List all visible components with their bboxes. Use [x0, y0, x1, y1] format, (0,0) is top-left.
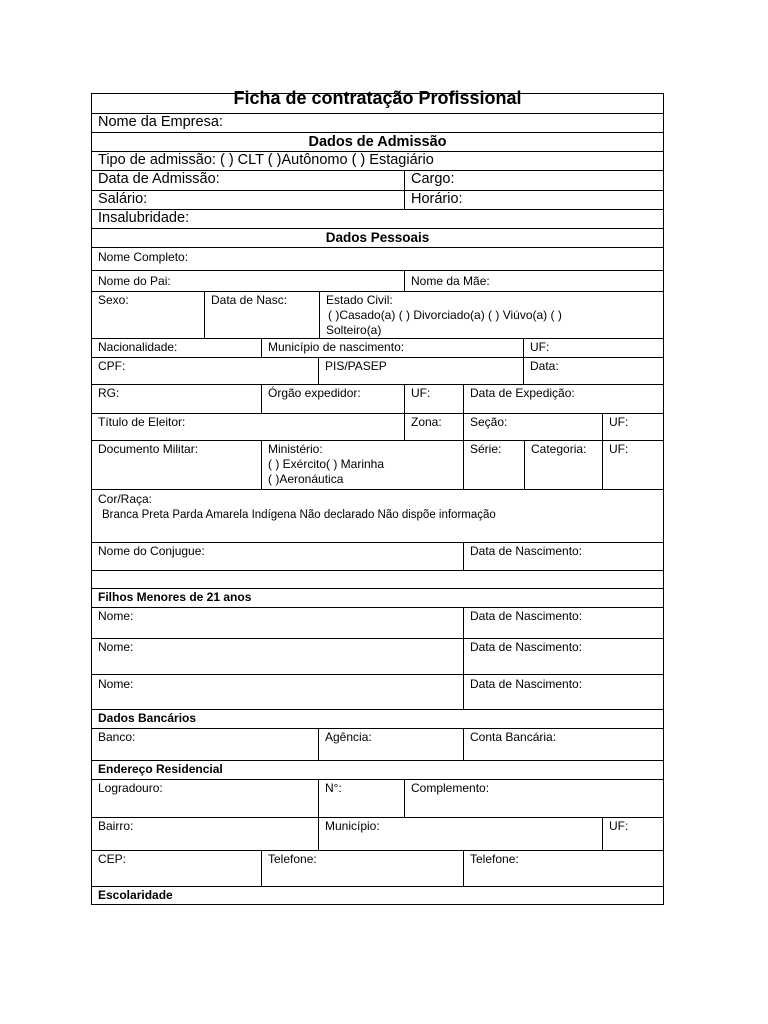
marital-status-cell [320, 292, 663, 338]
child-name-field[interactable]: Nome: [98, 609, 134, 623]
pis-field[interactable]: PIS/PASEP [325, 359, 387, 373]
company-row [92, 114, 663, 133]
street-field[interactable]: Logradouro: [98, 781, 163, 795]
issue-date-field[interactable]: Data de Expedição: [470, 386, 575, 400]
birth-city-cell [262, 339, 524, 357]
address-header-label: Endereço Residencial [98, 762, 223, 776]
military-doc-cell [92, 441, 262, 489]
ministry-label: Ministério: [268, 442, 323, 456]
child-birth-field[interactable]: Data de Nascimento: [470, 640, 583, 654]
series-field[interactable]: Série: [470, 442, 502, 456]
voter-row [92, 414, 663, 441]
bank-section-header [92, 710, 663, 729]
child-birth-cell [464, 675, 663, 709]
zip-field[interactable]: CEP: [98, 852, 127, 866]
issuer-field[interactable]: Órgão expedidor: [268, 386, 361, 400]
job-title-field[interactable]: Cargo: [411, 171, 455, 187]
spouse-birth-field[interactable]: Data de Nascimento: [470, 544, 583, 558]
nationality-row [92, 339, 663, 358]
rg-row [92, 385, 663, 414]
bank-row [92, 729, 663, 761]
parents-row [92, 271, 663, 292]
city-field[interactable]: Município: [325, 819, 380, 833]
salary-cell [92, 191, 405, 209]
admission-date-cell [92, 171, 405, 190]
military-uf-cell [603, 441, 663, 489]
number-field[interactable]: N°: [325, 781, 342, 795]
series-cell [464, 441, 525, 489]
birth-date-cell [205, 292, 320, 338]
personal-section-header [92, 229, 663, 248]
child-name-cell [92, 639, 464, 674]
child-birth-field[interactable]: Data de Nascimento: [470, 677, 583, 691]
child-name-field[interactable]: Nome: [98, 677, 134, 691]
phone-field-2[interactable]: Telefone: [470, 852, 519, 866]
zone-field[interactable]: Zona: [411, 415, 442, 429]
job-title-cell [405, 171, 663, 190]
zip-cell [92, 851, 262, 886]
spouse-name-cell [92, 543, 464, 570]
zone-cell [405, 414, 464, 440]
rg-field[interactable]: RG: [98, 386, 120, 400]
child-birth-cell [464, 639, 663, 674]
district-row [92, 818, 663, 851]
city-cell [319, 818, 603, 850]
full-name-field[interactable]: Nome Completo: [98, 250, 189, 264]
issue-date-cell [464, 385, 663, 413]
phone-field-1[interactable]: Telefone: [268, 852, 317, 866]
district-cell [92, 818, 319, 850]
rg-uf-cell [405, 385, 464, 413]
birth-city-field[interactable]: Município de nascimento: [268, 340, 405, 354]
child-birth-field[interactable]: Data de Nascimento: [470, 609, 583, 623]
unhealthiness-row [92, 210, 663, 229]
contact-row [92, 851, 663, 887]
address-uf-field[interactable]: UF: [609, 819, 629, 833]
military-row [92, 441, 663, 490]
admission-section-header [92, 133, 663, 152]
pis-date-field[interactable]: Data: [530, 359, 559, 373]
birth-date-field[interactable]: Data de Nasc: [211, 293, 288, 307]
ministry-options[interactable]: ( ) Exército( ) Marinha [268, 457, 385, 471]
phone-cell-2 [464, 851, 663, 886]
marital-status-label: Estado Civil: [326, 293, 393, 307]
district-field[interactable]: Bairro: [98, 819, 134, 833]
section-field[interactable]: Seção: [470, 415, 508, 429]
sex-marital-row [92, 292, 663, 339]
child-row-3 [92, 675, 663, 710]
address-section-header [92, 761, 663, 780]
form-title: Ficha de contratação Profissional [233, 88, 522, 108]
mother-name-cell [405, 271, 663, 291]
title-row [92, 88, 663, 114]
child-name-cell [92, 675, 464, 709]
issuer-cell [262, 385, 405, 413]
phone-cell-1 [262, 851, 464, 886]
admission-type-row [92, 152, 663, 171]
ministry-aeronautica[interactable]: ( )Aeronáutica [268, 472, 344, 486]
race-label: Cor/Raça: [98, 492, 153, 506]
street-cell [92, 780, 319, 817]
rg-cell [92, 385, 262, 413]
admission-date-field[interactable]: Data de Admissão: [98, 171, 220, 187]
spouse-name-field[interactable]: Nome do Conjugue: [98, 544, 205, 558]
unhealthiness-field[interactable]: Insalubridade: [98, 210, 190, 226]
spouse-row [92, 543, 663, 571]
schedule-cell [405, 191, 663, 209]
cpf-field[interactable]: CPF: [98, 359, 126, 373]
account-cell [464, 729, 663, 760]
race-options[interactable]: Branca Preta Parda Amarela Indígena Não declarado Não dispõe informação [102, 509, 496, 521]
agency-cell [319, 729, 464, 760]
hiring-form [91, 88, 664, 905]
race-row [92, 490, 663, 543]
voter-uf-cell [603, 414, 663, 440]
child-name-cell [92, 608, 464, 638]
child-row-1 [92, 608, 663, 639]
admission-type-field[interactable]: Tipo de admissão: ( ) CLT ( )Autônomo ( ) Estagiário [98, 152, 434, 168]
voter-uf-field[interactable]: UF: [609, 415, 629, 429]
sex-field[interactable]: Sexo: [98, 293, 129, 307]
education-label: Escolaridade [98, 888, 173, 902]
nationality-cell [92, 339, 262, 357]
mother-name-field[interactable]: Nome da Mãe: [411, 274, 490, 288]
nationality-field[interactable]: Nacionalidade: [98, 340, 178, 354]
street-row [92, 780, 663, 818]
birth-uf-cell [524, 339, 663, 357]
blank-row [92, 571, 663, 589]
sex-cell [92, 292, 205, 338]
company-name-field[interactable]: Nome da Empresa: [98, 114, 223, 130]
cpf-cell [92, 358, 319, 384]
category-field[interactable]: Categoria: [531, 442, 587, 456]
education-row [92, 887, 663, 906]
cpf-row [92, 358, 663, 385]
bank-field[interactable]: Banco: [98, 730, 136, 744]
admission-date-row [92, 171, 663, 191]
admission-header-label: Dados de Admissão [308, 134, 447, 150]
birth-uf-field[interactable]: UF: [530, 340, 550, 354]
bank-header-label: Dados Bancários [98, 711, 197, 725]
child-row-2 [92, 639, 663, 675]
complement-cell [405, 780, 663, 817]
salary-row [92, 191, 663, 210]
father-name-field[interactable]: Nome do Pai: [98, 274, 171, 288]
pis-date-cell [524, 358, 663, 384]
ministry-cell [262, 441, 464, 489]
account-field[interactable]: Conta Bancária: [470, 730, 557, 744]
schedule-field[interactable]: Horário: [411, 191, 463, 207]
child-name-field[interactable]: Nome: [98, 640, 134, 654]
children-header-label: Filhos Menores de 21 anos [98, 590, 252, 604]
pis-cell [319, 358, 524, 384]
number-cell [319, 780, 405, 817]
agency-field[interactable]: Agência: [325, 730, 372, 744]
salary-field[interactable]: Salário: [98, 191, 148, 207]
marital-status-options[interactable]: ( )Casado(a) ( ) Divorciado(a) ( ) Viúvo(a) ( ) [328, 308, 562, 322]
bank-cell [92, 729, 319, 760]
spouse-birth-cell [464, 543, 663, 570]
voter-id-cell [92, 414, 405, 440]
child-birth-cell [464, 608, 663, 638]
military-doc-field[interactable]: Documento Militar: [98, 442, 199, 456]
complement-field[interactable]: Complemento: [411, 781, 490, 795]
marital-status-single[interactable]: Solteiro(a) [326, 323, 382, 337]
section-cell [464, 414, 603, 440]
voter-id-field[interactable]: Título de Eleitor: [98, 415, 186, 429]
father-name-cell [92, 271, 405, 291]
category-cell [525, 441, 603, 489]
address-uf-cell [603, 818, 663, 850]
military-uf-field[interactable]: UF: [609, 442, 629, 456]
rg-uf-field[interactable]: UF: [411, 386, 431, 400]
children-section-header [92, 589, 663, 608]
full-name-row [92, 248, 663, 271]
personal-header-label: Dados Pessoais [325, 230, 430, 245]
